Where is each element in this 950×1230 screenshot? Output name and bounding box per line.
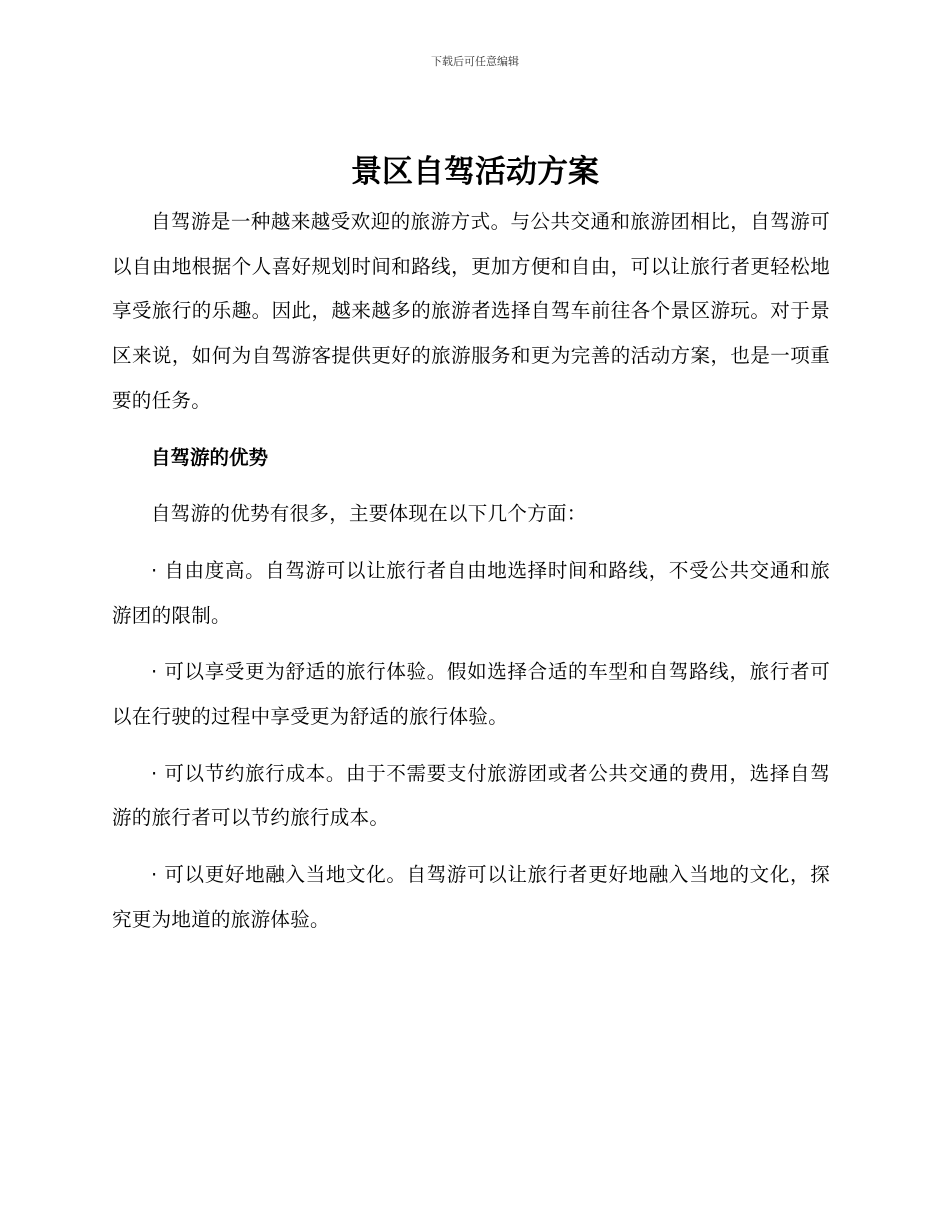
section-heading: 自驾游的优势 bbox=[151, 445, 269, 469]
intro-paragraph: 自驾游是一种越来越受欢迎的旅游方式。与公共交通和旅游团相比，自驾游可以自由地根据个人喜好规划时间和路线，更加方便和自由，可以让旅行者更轻松地享受旅行的乐趣。因此，越来越多的旅游者选择自驾车前往各个景区游玩。对于景区来说，如何为自驾游客提供更好的旅游服务和更为完善的活动方案，也是一项重要的任务。 bbox=[112, 210, 830, 412]
document-body bbox=[112, 200, 830, 955]
bullet-item-freedom: · 自由度高。自驾游可以让旅行者自由地选择时间和路线，不受公共交通和旅游团的限制。 bbox=[112, 558, 830, 627]
section-lead-paragraph: 自驾游的优势有很多，主要体现在以下几个方面： bbox=[151, 502, 587, 526]
bullet-item-cost: · 可以节约旅行成本。由于不需要支付旅游团或者公共交通的费用，选择自驾游的旅行者可以节约旅行成本。 bbox=[112, 761, 830, 830]
document-title: 景区自驾活动方案 bbox=[351, 154, 599, 190]
bullet-item-culture: · 可以更好地融入当地文化。自驾游可以让旅行者更好地融入当地的文化，探究更为地道的旅游体验。 bbox=[112, 863, 830, 931]
header-note: 下载后可任意编辑 bbox=[431, 55, 519, 68]
bullet-item-comfort: · 可以享受更为舒适的旅行体验。假如选择合适的车型和自驾路线，旅行者可以在行驶的过程中享受更为舒适的旅行体验。 bbox=[112, 660, 830, 729]
